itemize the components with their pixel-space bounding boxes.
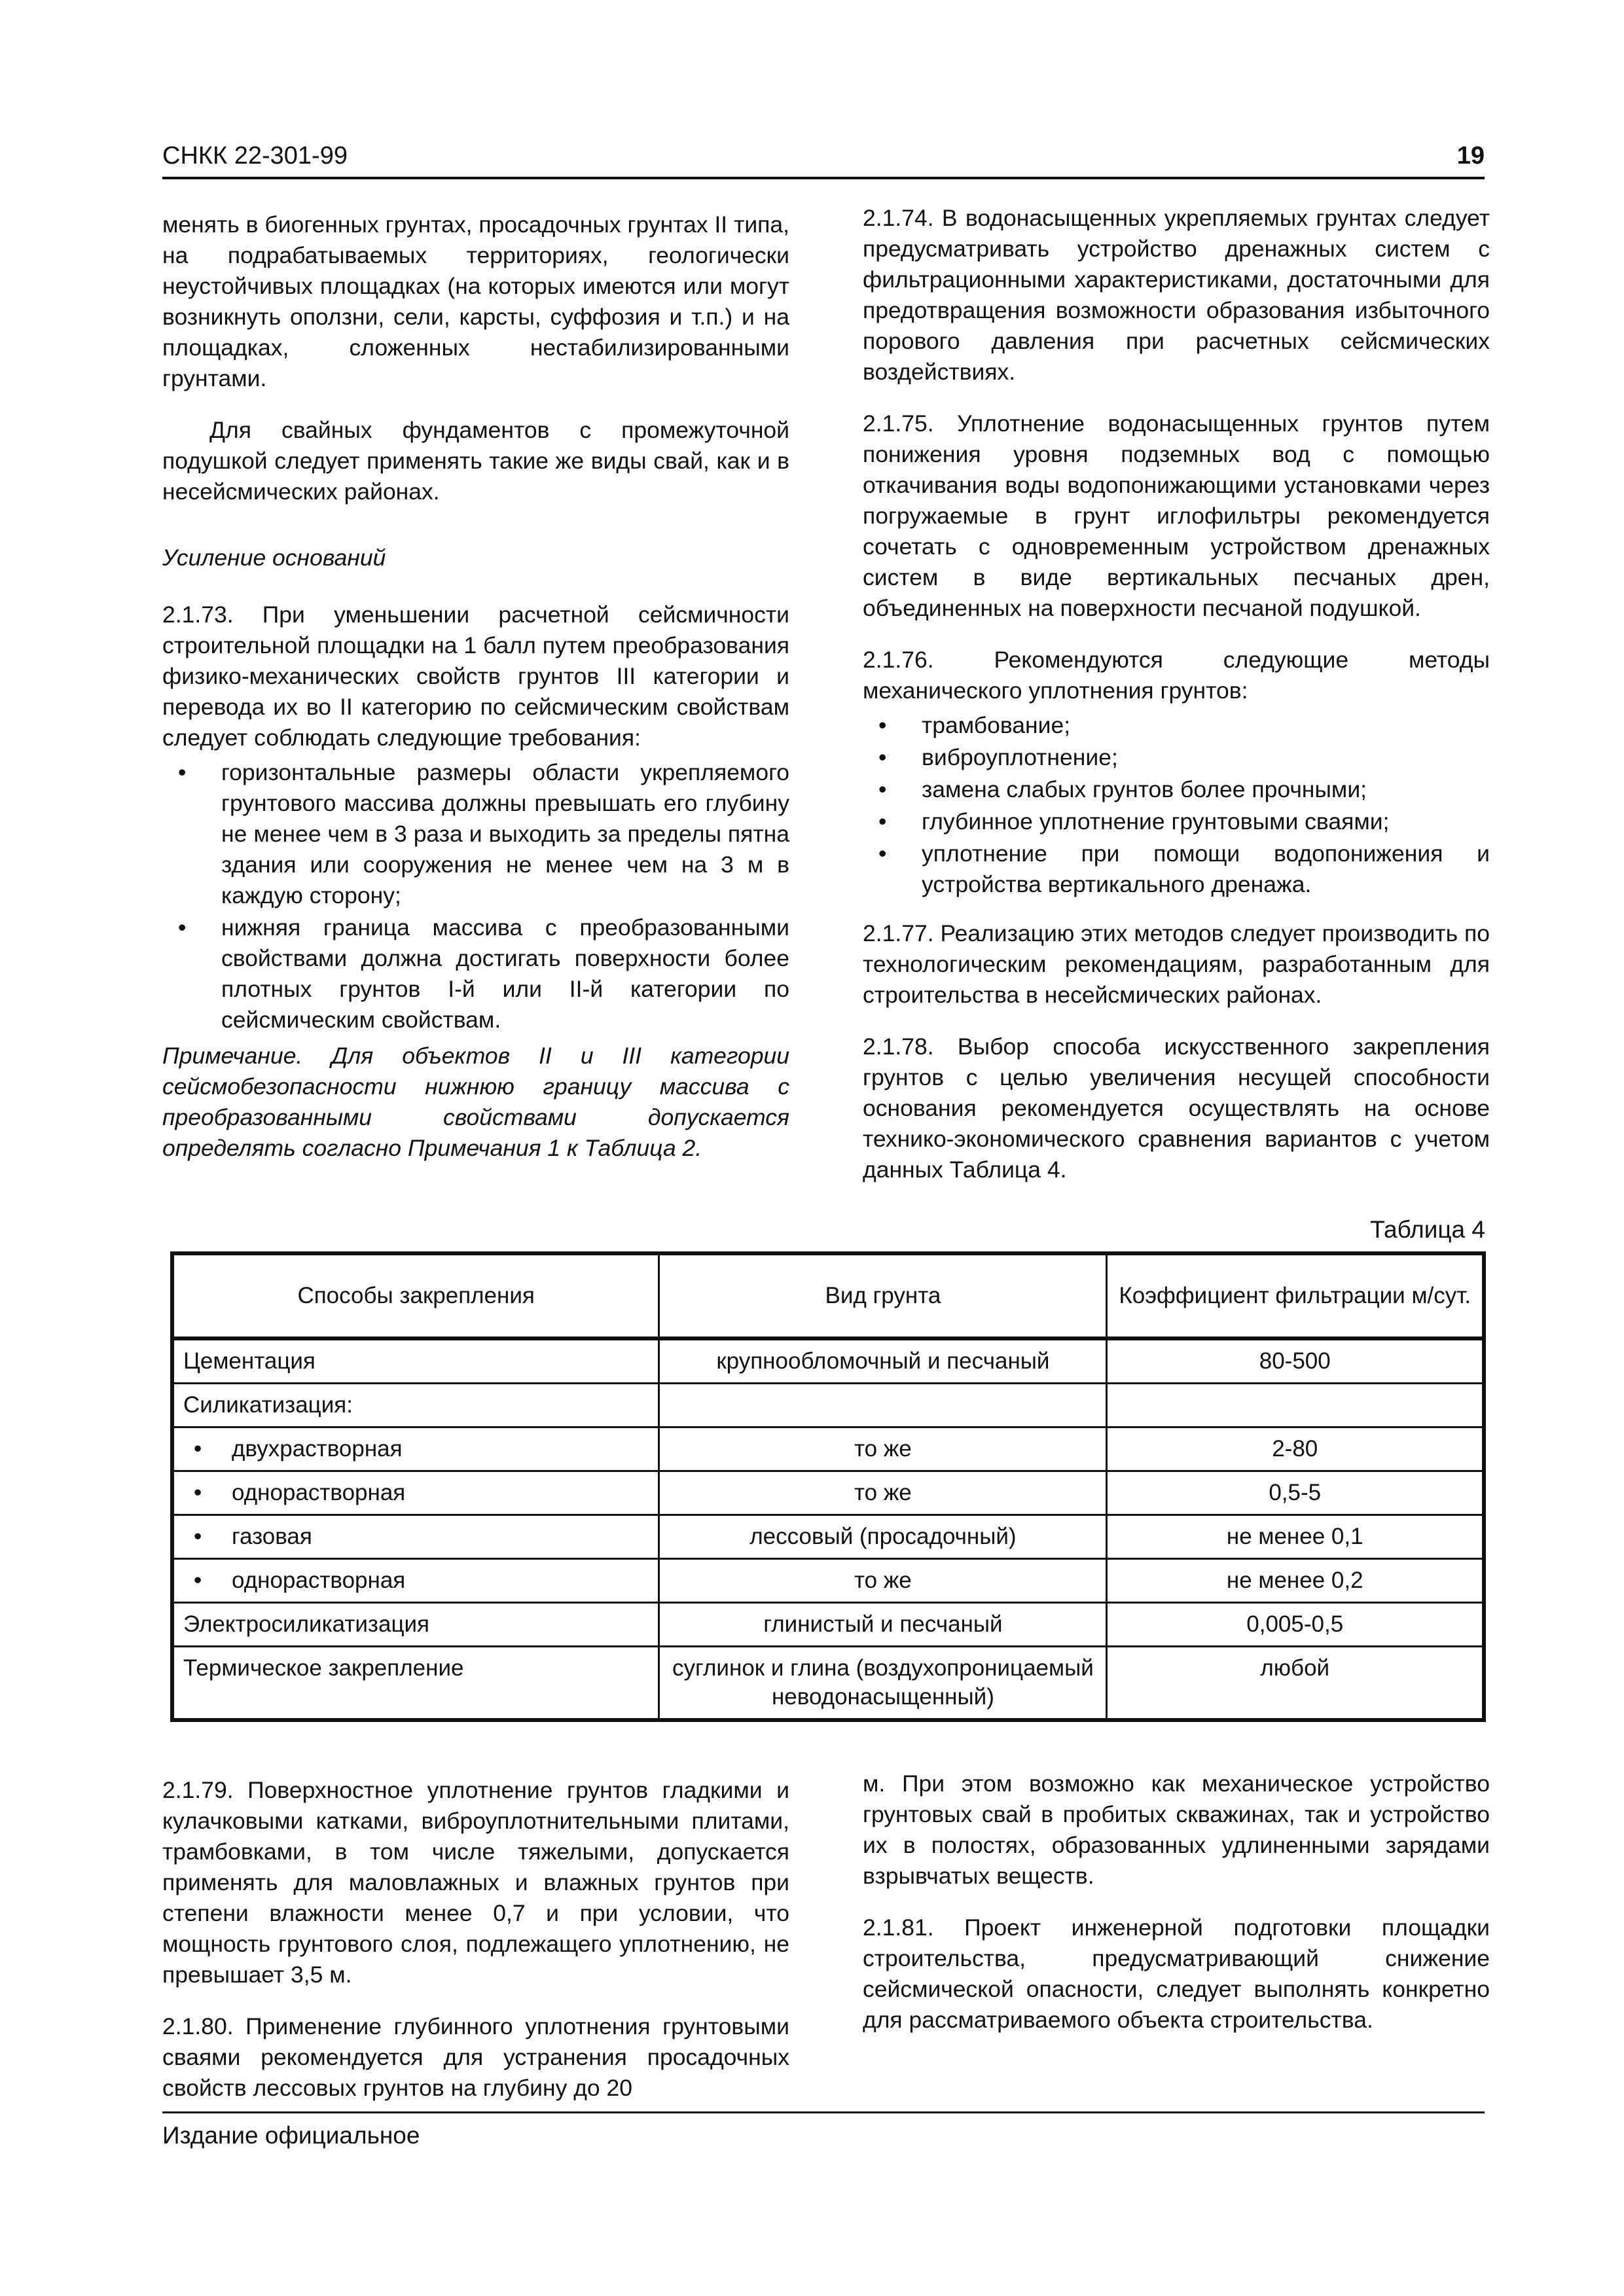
list-item: • трамбование; bbox=[863, 710, 1490, 741]
table-row bbox=[172, 1384, 1484, 1427]
column-header: Способы закрепления bbox=[172, 1253, 659, 1338]
methods-list bbox=[863, 710, 1490, 900]
table-4 bbox=[170, 1251, 1486, 1722]
table-cell: глинистый и песчаный bbox=[659, 1603, 1107, 1647]
list-item: • горизонтальные размеры области укрепляемого грунтового массива должны превышать его глубину не менее чем в 3 раза и выходить за пределы пятна здания или сооружения не менее чем на 3 м в каждую сторону; bbox=[162, 757, 789, 911]
table-cell: не менее 0,2 bbox=[1107, 1559, 1484, 1603]
table-row bbox=[172, 1559, 1484, 1603]
list-item: • виброуплотнение; bbox=[863, 742, 1490, 773]
table-caption: Таблица 4 bbox=[1370, 1216, 1485, 1243]
paragraph-2-1-77: 2.1.77. Реализацию этих методов следует производить по технологическим рекомендациям, разработанным для строительства в несейсмических районах. bbox=[863, 920, 1490, 1008]
table-header-row bbox=[172, 1253, 1484, 1338]
list-item: • глубинное уплотнение грунтовыми сваями; bbox=[863, 806, 1490, 837]
paragraph-2-1-76: 2.1.76. Рекомендуются следующие методы механического уплотнения грунтов: bbox=[863, 647, 1490, 704]
table-cell: 0,5-5 bbox=[1107, 1471, 1484, 1515]
table-row bbox=[172, 1471, 1484, 1515]
table-cell: Силикатизация: bbox=[172, 1384, 659, 1427]
left-column-top bbox=[162, 209, 789, 1185]
footer-text: Издание официальное bbox=[162, 2122, 420, 2149]
column-header: Вид грунта bbox=[659, 1253, 1107, 1338]
table-row bbox=[172, 1515, 1484, 1559]
table-cell bbox=[659, 1384, 1107, 1427]
table-cell: • двухрастворная bbox=[172, 1427, 659, 1471]
paragraph-2-1-73: 2.1.73. При уменьшении расчетной сейсмичности строительной площадки на 1 балл путем преобразования физико-механических свойств грунтов III категории и перевода их во II категорию по сейсмическим свойствам следует соблюдать следующие требования: bbox=[162, 601, 789, 751]
section-subheading: Усиление оснований bbox=[162, 545, 386, 571]
right-column-bottom bbox=[863, 1768, 1490, 2056]
paragraph-2-1-75: 2.1.75. Уплотнение водонасыщенных грунтов путем понижения уровня подземных вод с помощью откачивания воды водопонижающими установками через погружаемые в грунт иглофильтры рекомендуется сочетать с одновременным устройством дренажных систем в виде вертикальных песчаных дрен, объединенных на поверхности песчаной подушкой. bbox=[863, 410, 1490, 621]
document-code: СНКК 22-301-99 bbox=[162, 142, 348, 170]
page-number: 19 bbox=[1456, 142, 1485, 170]
paragraph-continuation: менять в биогенных грунтах, просадочных грунтах II типа, на подрабатываемых территориях, геологически неустойчивых площадках (на которых имеются или могут возникнуть оползни, сели, карсты, суффозия и т.п.) и на площадках, сложенных нестабилизированными грунтами. bbox=[162, 211, 789, 391]
table-row bbox=[172, 1427, 1484, 1471]
list-item: • замена слабых грунтов более прочными; bbox=[863, 774, 1490, 805]
column-header: Коэффициент фильтрации м/сут. bbox=[1107, 1253, 1484, 1338]
table-cell: то же bbox=[659, 1559, 1107, 1603]
requirements-list bbox=[162, 757, 789, 1035]
note-paragraph: Примечание. Для объектов II и III категории сейсмобезопасности нижнюю границу массива с преобразованными свойствами допускается определять согласно Примечания 1 к Таблица 2. bbox=[162, 1043, 789, 1161]
table-cell bbox=[1107, 1384, 1484, 1427]
table-cell: 80-500 bbox=[1107, 1338, 1484, 1384]
paragraph-2-1-78: 2.1.78. Выбор способа искусственного закрепления грунтов с целью увеличения несущей способности основания рекомендуется осуществлять на основе технико-экономического сравнения вариантов с учетом данных Таблица 4. bbox=[863, 1033, 1490, 1183]
paragraph-2-1-80: 2.1.80. Применение глубинного уплотнения грунтовыми сваями рекомендуется для устранения просадочных свойств лессовых грунтов на глубину до 20 bbox=[162, 2013, 789, 2101]
table-row bbox=[172, 1603, 1484, 1647]
table-cell: 0,005-0,5 bbox=[1107, 1603, 1484, 1647]
page-header bbox=[162, 128, 1485, 179]
table-cell: Электросиликатизация bbox=[172, 1603, 659, 1647]
paragraph-2-1-74: 2.1.74. В водонасыщенных укрепляемых грунтах следует предусматривать устройство дренажных систем с фильтрационными характеристиками, достаточными для предотвращения возможности образования избыточного порового давления при расчетных сейсмических воздействиях. bbox=[863, 205, 1490, 385]
right-column-top bbox=[863, 203, 1490, 1206]
table-cell: не менее 0,1 bbox=[1107, 1515, 1484, 1559]
table-cell: любой bbox=[1107, 1647, 1484, 1721]
table-cell: • однорастворная bbox=[172, 1471, 659, 1515]
paragraph-pile-foundations: Для свайных фундаментов с промежуточной подушкой следует применять такие же виды свай, как и в несейсмических районах. bbox=[162, 417, 789, 505]
paragraph-2-1-81: 2.1.81. Проект инженерной подготовки площадки строительства, предусматривающий снижение сейсмической опасности, следует выполнять конкретно для рассматриваемого объекта строительства. bbox=[863, 1914, 1490, 2033]
paragraph-2-1-79: 2.1.79. Поверхностное уплотнение грунтов гладкими и кулачковыми катками, виброуплотнительными плитами, трамбовками, в том числе тяжелыми, допускается применять для маловлажных и влажных грунтов при степени влажности менее 0,7 и при условии, что мощность грунтового слоя, подлежащего уплотнению, не превышает 3,5 м. bbox=[162, 1777, 789, 1988]
table-cell: • однорастворная bbox=[172, 1559, 659, 1603]
list-item: • нижняя граница массива с преобразованными свойствами должна достигать поверхности более плотных грунтов I-й или II-й категории по сейсмическим свойствам. bbox=[162, 912, 789, 1035]
footer-divider bbox=[162, 2111, 1485, 2113]
table-cell: то же bbox=[659, 1427, 1107, 1471]
table-cell: 2-80 bbox=[1107, 1427, 1484, 1471]
table-cell: то же bbox=[659, 1471, 1107, 1515]
table-row bbox=[172, 1338, 1484, 1384]
table-cell: суглинок и глина (воздухопроницаемый неводонасыщенный) bbox=[659, 1647, 1107, 1721]
table-cell: крупнообломочный и песчаный bbox=[659, 1338, 1107, 1384]
table-cell: лессовый (просадочный) bbox=[659, 1515, 1107, 1559]
table-cell: Термическое закрепление bbox=[172, 1647, 659, 1721]
list-item: • уплотнение при помощи водопонижения и устройства вертикального дренажа. bbox=[863, 838, 1490, 900]
paragraph-2-1-80-continuation: м. При этом возможно как механическое устройство грунтовых свай в пробитых скважинах, так и устройство их в полостях, образованных удлиненными зарядами взрывчатых веществ. bbox=[863, 1770, 1490, 1889]
table-cell: Цементация bbox=[172, 1338, 659, 1384]
table-row bbox=[172, 1647, 1484, 1721]
left-column-bottom bbox=[162, 1775, 789, 2125]
table-cell: • газовая bbox=[172, 1515, 659, 1559]
